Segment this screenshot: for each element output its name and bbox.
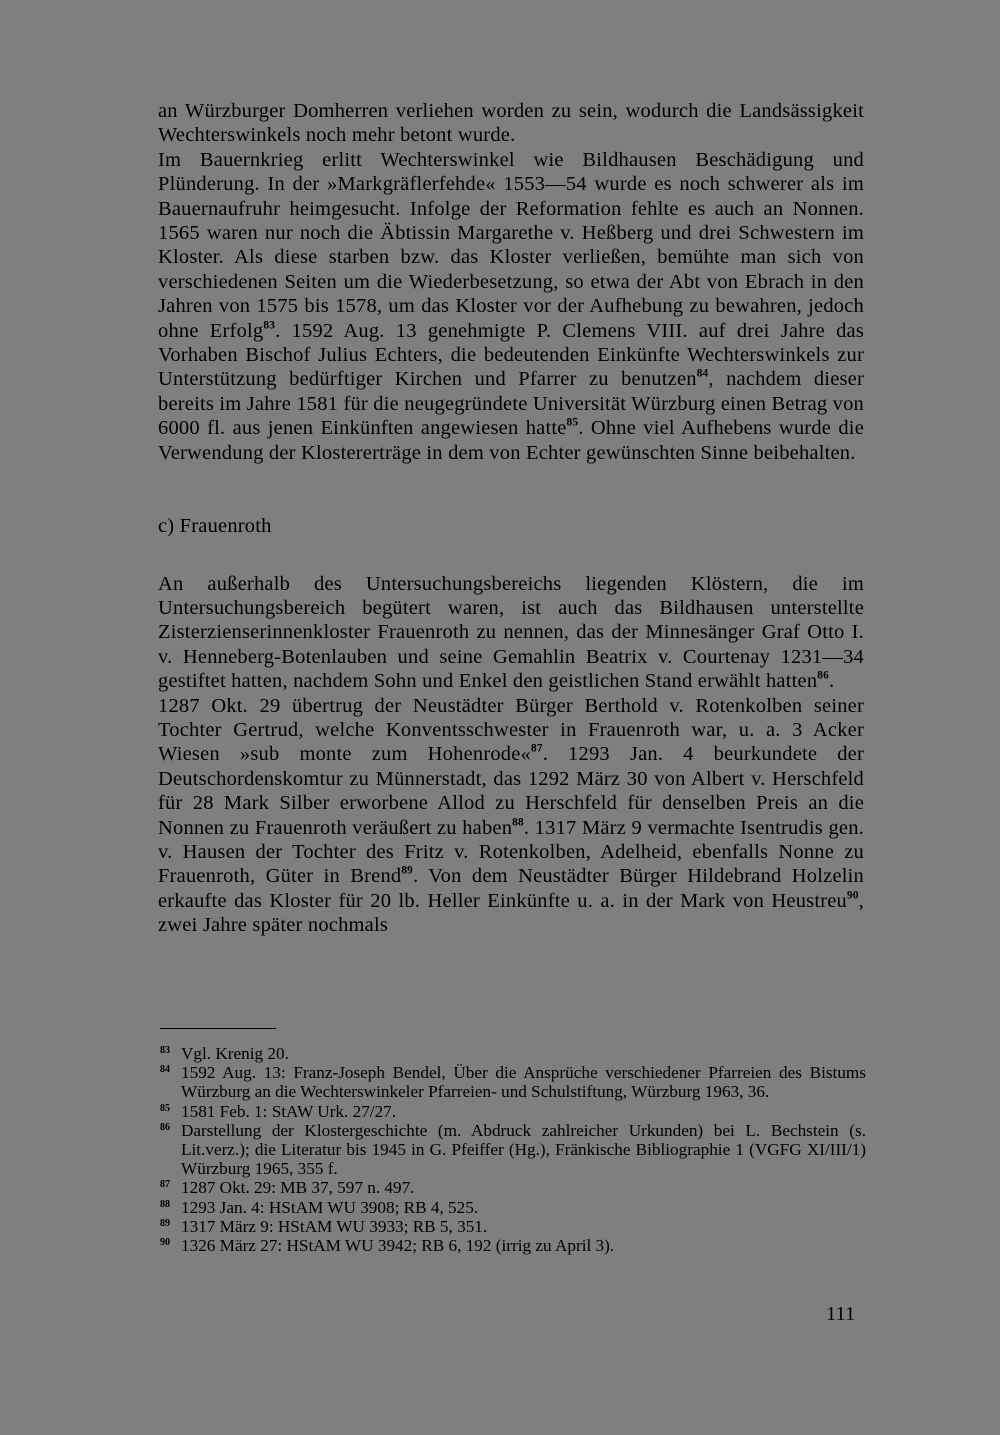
footnote [160, 1044, 866, 1063]
footnote-text: 1293 Jan. 4: HStAM WU 3908; RB 4, 525. [181, 1197, 479, 1217]
footnote-ref[interactable]: 90 [847, 889, 859, 902]
footnote [160, 1063, 866, 1101]
text-run: . [828, 670, 835, 693]
footnote [160, 1178, 866, 1197]
footnote-number: 85 [160, 1102, 170, 1114]
text-run: 1287 Okt. 29 übertrug der Neustädter Bürger Berthold v. Rotenkolben seiner Tochter Gertrud, welche Konventsschwester in Frauenroth war, u. a. 3 Acker Wiesen »sub monte zum Hohenrode« [158, 694, 864, 766]
footnote [160, 1217, 866, 1236]
text-run: an Würzburger Domherren verliehen worden zu sein, wodurch die Landsässigkeit Wechterswinkels noch mehr betont wurde. [158, 100, 864, 147]
footnote-number: 89 [160, 1217, 170, 1229]
body-paragraph [158, 99, 864, 148]
footnote-number: 90 [160, 1237, 170, 1249]
footnote-divider [160, 1028, 276, 1029]
footnote-ref[interactable]: 84 [696, 368, 709, 381]
footnote-ref[interactable]: 89 [401, 864, 414, 877]
footnotes [160, 1044, 866, 1255]
footnote-number: 87 [160, 1179, 170, 1191]
footnote-ref[interactable]: 87 [531, 742, 543, 755]
text-run: . 1293 Jan. 4 beurkundete der Deutschordenskomtur zu Münnerstadt, das 1292 März 30 von Albert v. Herschfeld für 28 Mark Silber erworbene Allod zu Herschfeld für denselben Preis an die Nonnen zu Frauenroth veräußert zu haben [158, 743, 865, 839]
text-run: . Ohne viel Aufhebens wurde die Verwendung der Klostererträge in dem von Echter gewünschten Sinne beibehalten. [158, 417, 864, 464]
body-paragraph [158, 572, 864, 694]
footnote [160, 1198, 866, 1217]
text-run: , nachdem dieser bereits im Jahre 1581 für die neugegründete Universität Würzburg einen Betrag von 6000 fl. aus jenen Einkünften angewiesen hatte [158, 368, 864, 440]
footnote [160, 1102, 866, 1121]
footnote-text: 1287 Okt. 29: MB 37, 597 n. 497. [181, 1178, 415, 1198]
body-paragraph [158, 694, 864, 938]
text-run: An außerhalb des Untersuchungsbereichs liegenden Klöstern, die im Untersuchungsbereich begütert waren, ist auch das Bildhausen unterstellte Zisterzienserinnenkloster Frauenroth zu nennen, das der Minnesänger Graf Otto I. v. Henneberg-Botenlauben und seine Gemahlin Beatrix v. Courtenay 1231—34 gestiftet hatten, nachdem Sohn und Enkel den geistlichen Stand erwählt hatten [158, 572, 864, 693]
text-run: . Von dem Neustädter Bürger Hildebrand Holzelin erkaufte das Kloster für 20 lb. Heller Einkünfte u. a. in der Mark von Heustreu [158, 865, 864, 912]
text-run: . 1592 Aug. 13 genehmigte P. Clemens VIII. auf drei Jahre das Vorhaben Bischof Julius Echters, die bedeutenden Einkünfte Wechterswinkels zur Unterstützung bedürftiger Kirchen und Pfarrer zu benutzen [158, 319, 865, 391]
main-text [158, 99, 864, 938]
footnote [160, 1121, 866, 1179]
footnote-ref[interactable]: 83 [263, 319, 276, 332]
footnote-text: 1326 März 27: HStAM WU 3942; RB 6, 192 (irrig zu April 3). [181, 1236, 615, 1256]
footnote-text: 1581 Feb. 1: StAW Urk. 27/27. [181, 1101, 397, 1121]
text-run: Im Bauernkrieg erlitt Wechterswinkel wie Bildhausen Beschädigung und Plünderung. In der »Markgräflerfehde« 1553—54 wurde es noch schwerer als im Bauernaufruhr heimgesucht. Infolge der Reformation fehlte es auch an Nonnen. 1565 waren nur noch die Äbtissin Margarethe v. Heßberg und drei Schwestern im Kloster. Als diese starben bzw. das Kloster verließen, bemühte man sich von verschiedenen Seiten um die Wiederbesetzung, so etwa der Abt von Ebrach in den Jahren von 1575 bis 1578, um das Kloster vor der Aufhebung zu bewahren, jedoch ohne Erfolg [158, 148, 864, 342]
page-number: 111 [826, 1303, 856, 1325]
footnote-ref[interactable]: 86 [817, 669, 829, 682]
footnote-text: Vgl. Krenig 20. [181, 1044, 289, 1063]
footnote [160, 1236, 866, 1255]
footnote-number: 83 [160, 1045, 170, 1056]
body-paragraph [158, 148, 864, 465]
footnote-number: 86 [160, 1121, 170, 1133]
footnote-text: 1317 März 9: HStAM WU 3933; RB 5, 351. [181, 1216, 488, 1236]
footnote-text: 1592 Aug. 13: Franz-Joseph Bendel, Über die Ansprüche verschiedener Pfarreien des Bistums Würzburg an die Wechterswinkeler Pfarreien- und Schulstiftung, Würzburg 1963, 36. [181, 1063, 866, 1102]
section-heading: c) Frauenroth [158, 515, 272, 538]
footnote-text: Darstellung der Klostergeschichte (m. Abdruck zahlreicher Urkunden) bei L. Bechstein (s. Lit.verz.); die Literatur bis 1945 in G. Pfeiffer (Hg.), Fränkische Bibliographie 1 (VGFG XI/III/1) Würzburg 1965, 355 f. [181, 1120, 866, 1179]
footnote-number: 84 [160, 1064, 170, 1076]
footnote-number: 88 [160, 1198, 170, 1210]
text-run: . 1317 März 9 vermachte Isentrudis gen. v. Hausen der Tochter des Fritz v. Rotenkolben, Adelheid, ebenfalls Nonne zu Frauenroth, Güter in Brend [158, 816, 864, 888]
text-run: , zwei Jahre später nochmals [158, 889, 864, 937]
footnote-ref[interactable]: 85 [566, 416, 579, 429]
footnote-ref[interactable]: 88 [512, 816, 524, 829]
